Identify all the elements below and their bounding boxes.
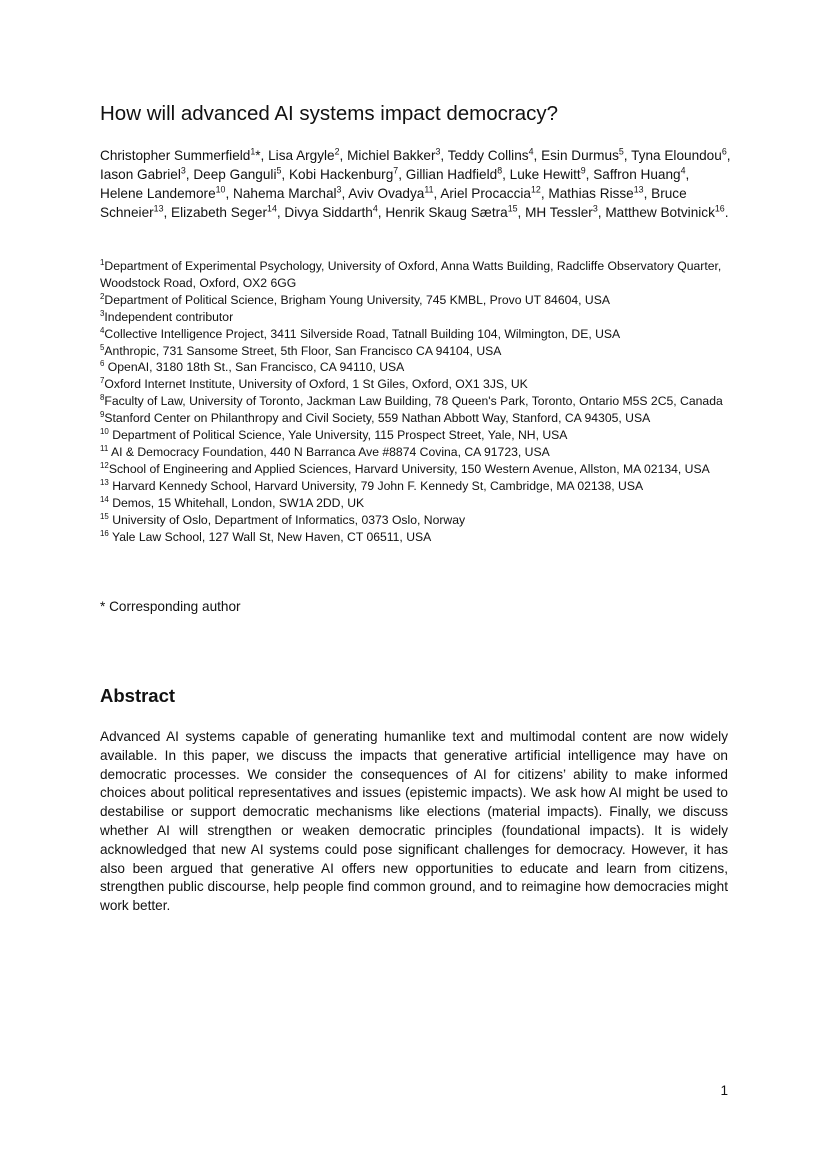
author-affiliation-mark: 14	[267, 203, 277, 214]
author	[631, 148, 730, 163]
affiliation-number: 11	[100, 443, 109, 453]
author	[268, 148, 347, 163]
author-name: Elizabeth Seger	[171, 205, 268, 221]
affiliation-number: 8	[100, 393, 105, 403]
affiliation-number: 1	[100, 257, 105, 267]
affiliation-item	[100, 343, 736, 360]
affiliation-number: 10	[100, 427, 109, 436]
affiliation-item	[100, 444, 736, 461]
author-name: Helene Landemore	[100, 186, 216, 202]
author-affiliation-mark: 3	[180, 165, 186, 176]
author-separator: *,	[255, 148, 269, 163]
affiliation-text: Yale Law School, 127 Wall St, New Haven, CT 06511, USA	[108, 529, 432, 544]
author	[541, 148, 631, 163]
author-affiliation-mark: 13	[153, 203, 164, 214]
author-affiliation-mark: 13	[633, 184, 644, 195]
author-affiliation-mark: 5	[276, 165, 282, 176]
affiliation-text: Department of Political Science, Yale University, 115 Prospect Street, Yale, NH, USA	[108, 428, 568, 443]
author-name: Michiel Bakker	[347, 148, 436, 163]
author-separator: ,	[341, 186, 349, 202]
author	[440, 186, 548, 201]
author-affiliation-mark: 10	[215, 184, 226, 195]
author-separator: ,	[339, 148, 348, 163]
author-affiliation-mark: 2	[334, 146, 340, 157]
author-affiliation-mark: 3	[592, 203, 598, 214]
author-separator: ,	[377, 205, 386, 221]
affiliation-item	[100, 410, 736, 427]
affiliation-text: School of Engineering and Applied Sciences, Harvard University, 150 Western Avenue, Allston, MA 02134, USA	[108, 461, 710, 476]
author-name: Divya Siddarth	[284, 205, 373, 221]
affiliation-item	[100, 359, 736, 376]
author	[171, 205, 284, 220]
author	[510, 167, 594, 182]
author-name: Christopher Summerfield	[100, 148, 251, 163]
author-affiliation-mark: 4	[372, 203, 378, 214]
author-affiliation-mark: 11	[424, 184, 434, 195]
author	[289, 167, 406, 182]
affiliation-item	[100, 529, 736, 546]
author-separator: ,	[163, 205, 172, 221]
author-affiliation-mark: 3	[336, 184, 342, 195]
affiliation-text: AI & Democracy Foundation, 440 N Barranca Ave #8874 Covina, CA 91723, USA	[108, 444, 550, 459]
author-separator: ,	[540, 186, 549, 202]
affiliation-number: 7	[100, 376, 105, 386]
author-separator: ,	[281, 167, 289, 183]
affiliation-number: 5	[100, 342, 105, 352]
affiliation-item	[100, 309, 736, 326]
affiliation-text: Harvard Kennedy School, Harvard University, 79 John F. Kennedy St, Cambridge, MA 02138, USA	[108, 478, 644, 493]
author	[100, 186, 233, 201]
affiliation-text: Oxford Internet Institute, University of Oxford, 1 St Giles, Oxford, OX1 3JS, UK	[104, 377, 528, 392]
affiliation-number: 13	[100, 477, 109, 487]
author-separator: ,	[440, 148, 448, 163]
author	[605, 205, 728, 220]
author-name: Ariel Procaccia	[440, 186, 531, 202]
author-name: Lisa Argyle	[268, 148, 335, 163]
affiliation-text: Independent contributor	[104, 309, 234, 324]
author	[548, 186, 651, 201]
author-name: Gillian Hadfield	[405, 167, 498, 183]
author-name: Mathias Risse	[548, 186, 634, 202]
author-name: Saffron Huang	[593, 167, 681, 183]
author-separator: ,	[502, 167, 510, 183]
author	[385, 205, 525, 220]
affiliation-text: Stanford Center on Philanthropy and Civil Society, 559 Nathan Abbott Way, Stanford, CA 94305, USA	[104, 411, 651, 426]
affiliation-item	[100, 376, 736, 393]
author-affiliation-mark: 4	[680, 165, 686, 176]
author	[406, 167, 510, 182]
affiliation-text: Demos, 15 Whitehall, London, SW1A 2DD, UK	[108, 495, 365, 510]
affiliation-text: OpenAI, 3180 18th St., San Francisco, CA 94110, USA	[104, 360, 405, 375]
author-name: Esin Durmus	[541, 148, 619, 163]
affiliation-item	[100, 258, 736, 292]
affiliation-item	[100, 461, 736, 478]
affiliation-text: Faculty of Law, University of Toronto, Jackman Law Building, 78 Queen's Park, Toronto, Ontario M5S 2C5, Canada	[104, 394, 723, 409]
affiliation-number: 2	[100, 291, 105, 301]
author-separator: ,	[398, 167, 406, 183]
affiliation-item	[100, 495, 736, 512]
affiliation-number: 6	[100, 359, 105, 369]
author-affiliation-mark: 15	[507, 203, 518, 214]
author-affiliation-mark: 12	[530, 184, 541, 195]
author-separator: ,	[685, 167, 690, 183]
author	[100, 148, 268, 163]
author-name: Iason Gabriel	[100, 167, 181, 183]
author-separator: ,	[225, 186, 234, 202]
affiliation-number: 9	[100, 410, 105, 420]
author-separator: ,	[185, 167, 194, 183]
author-name: Kobi Hackenburg	[288, 167, 394, 183]
author	[347, 148, 448, 163]
author-name: Bruce Schneier	[100, 186, 687, 221]
author-name: Teddy Collins	[447, 148, 529, 163]
abstract-body: Advanced AI systems capable of generating humanlike text and multimodal content are now widely available. In this paper, we discuss the impacts that generative artificial intelligence may have on democratic processes. We consider the consequences of AI for citizens’ ability to make informed choices about political representatives and issues (epistemic impacts). We ask how AI might be used to destabilise or support democratic mechanisms like elections (material impacts). Finally, we discuss whether AI will strengthen or weaken democratic principles (foundational impacts). It is widely acknowledged that new AI systems could pose significant challenges for democracy. However, it has also been argued that generative AI offers new opportunities to educate and learn from citizens, strengthen public discourse, help people find common ground, and to reimagine how democracies might work better.	[100, 729, 728, 914]
author-affiliation-mark: 9	[580, 165, 586, 176]
author-affiliation-mark: 4	[528, 146, 534, 157]
author-separator: ,	[726, 148, 731, 163]
author-affiliation-mark: 5	[618, 146, 624, 157]
author-separator: .	[724, 205, 729, 221]
author	[233, 186, 348, 201]
author-name: Aviv Ovadya	[348, 186, 425, 202]
author	[593, 167, 689, 182]
author-affiliation-mark: 3	[435, 146, 441, 157]
author-separator: ,	[517, 205, 526, 221]
author-affiliation-mark: 1	[250, 146, 256, 157]
paper-title: How will advanced AI systems impact democracy?	[100, 102, 559, 125]
author-list	[100, 146, 732, 222]
abstract-heading: Abstract	[100, 685, 176, 706]
affiliation-number: 15	[100, 511, 109, 521]
author	[284, 205, 385, 220]
author	[193, 167, 289, 182]
author-affiliation-mark: 16	[714, 203, 725, 214]
author-name: Matthew Botvinick	[605, 205, 715, 221]
author-affiliation-mark: 6	[721, 146, 727, 157]
author	[100, 167, 193, 182]
affiliation-number: 3	[100, 308, 105, 318]
corresponding-author-note: * Corresponding author	[100, 599, 241, 614]
affiliation-text: Department of Experimental Psychology, University of Oxford, Anna Watts Building, Radcliffe Observatory Quarter, Woodstock Road, Oxford, OX2 6GG	[100, 259, 722, 290]
affiliation-number: 16	[100, 528, 109, 538]
affiliation-list	[100, 258, 736, 545]
author-separator: ,	[585, 167, 594, 183]
page-number: 1	[720, 1083, 728, 1098]
affiliation-item	[100, 427, 736, 444]
affiliation-text: Department of Political Science, Brigham Young University, 745 KMBL, Provo UT 84604, USA	[104, 292, 610, 307]
affiliation-text: Collective Intelligence Project, 3411 Silverside Road, Tatnall Building 104, Wilmington, DE, USA	[104, 326, 621, 341]
author-separator: ,	[597, 205, 606, 221]
author	[448, 148, 541, 163]
author-name: MH Tessler	[525, 205, 593, 221]
author-separator: ,	[533, 148, 542, 163]
author-name: Tyna Eloundou	[631, 148, 722, 163]
author	[348, 186, 440, 201]
affiliation-item	[100, 512, 736, 529]
author-name: Deep Ganguli	[193, 167, 277, 183]
affiliation-item	[100, 478, 736, 495]
author-name: Henrik Skaug Sætra	[385, 205, 508, 221]
affiliation-number: 4	[100, 325, 105, 335]
affiliation-item	[100, 326, 736, 343]
affiliation-item	[100, 393, 736, 410]
affiliation-text: Anthropic, 731 Sansome Street, 5th Floor, San Francisco CA 94104, USA	[104, 343, 502, 358]
author	[525, 205, 605, 220]
affiliation-number: 12	[100, 460, 109, 470]
affiliation-number: 14	[100, 494, 109, 504]
author-separator: ,	[433, 186, 441, 202]
author-name: Nahema Marchal	[233, 186, 337, 202]
author-separator: ,	[623, 148, 632, 163]
author-affiliation-mark: 7	[393, 165, 399, 176]
affiliation-text: University of Oslo, Department of Informatics, 0373 Oslo, Norway	[108, 512, 466, 527]
author-separator: ,	[643, 186, 652, 202]
affiliation-item	[100, 292, 736, 309]
author-name: Luke Hewitt	[509, 167, 581, 183]
author-separator: ,	[276, 205, 285, 221]
author-affiliation-mark: 8	[497, 165, 503, 176]
